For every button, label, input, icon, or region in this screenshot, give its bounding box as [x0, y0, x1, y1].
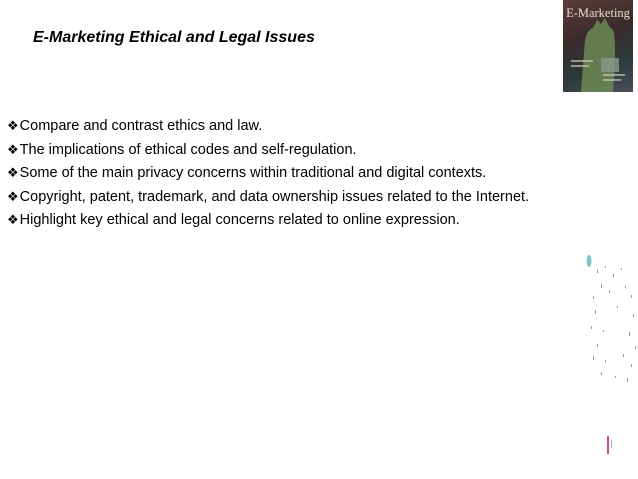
bullet-text: Copyright, patent, trademark, and data ownership issues related to the Internet. [19, 188, 530, 205]
bullet-list [7, 115, 607, 233]
bullet-text: The implications of ethical codes and self-regulation. [19, 141, 357, 158]
bullet-text: Compare and contrast ethics and law. [19, 118, 263, 134]
diamond-bullet-icon: ❖ [7, 188, 19, 204]
bullet-item [7, 162, 607, 185]
diamond-bullet-icon: ❖ [7, 141, 19, 157]
diamond-bullet-icon: ❖ [7, 118, 19, 133]
slide-title: E-Marketing Ethical and Legal Issues [33, 29, 315, 46]
bullet-text: Highlight key ethical and legal concerns related to online expression. [19, 212, 460, 228]
bullet-item [7, 115, 607, 138]
book-cover-image [563, 0, 633, 92]
bullet-text: Some of the main privacy concerns within traditional and digital contexts. [19, 165, 487, 181]
book-cover-title: E-Marketing [566, 6, 630, 20]
bullet-item [7, 186, 607, 209]
bullet-item [7, 209, 607, 232]
bullet-item [7, 139, 607, 162]
decorative-dots-graphic [575, 240, 638, 479]
diamond-bullet-icon: ❖ [7, 165, 19, 180]
diamond-bullet-icon: ❖ [7, 212, 19, 227]
book-cover-art [563, 0, 633, 92]
